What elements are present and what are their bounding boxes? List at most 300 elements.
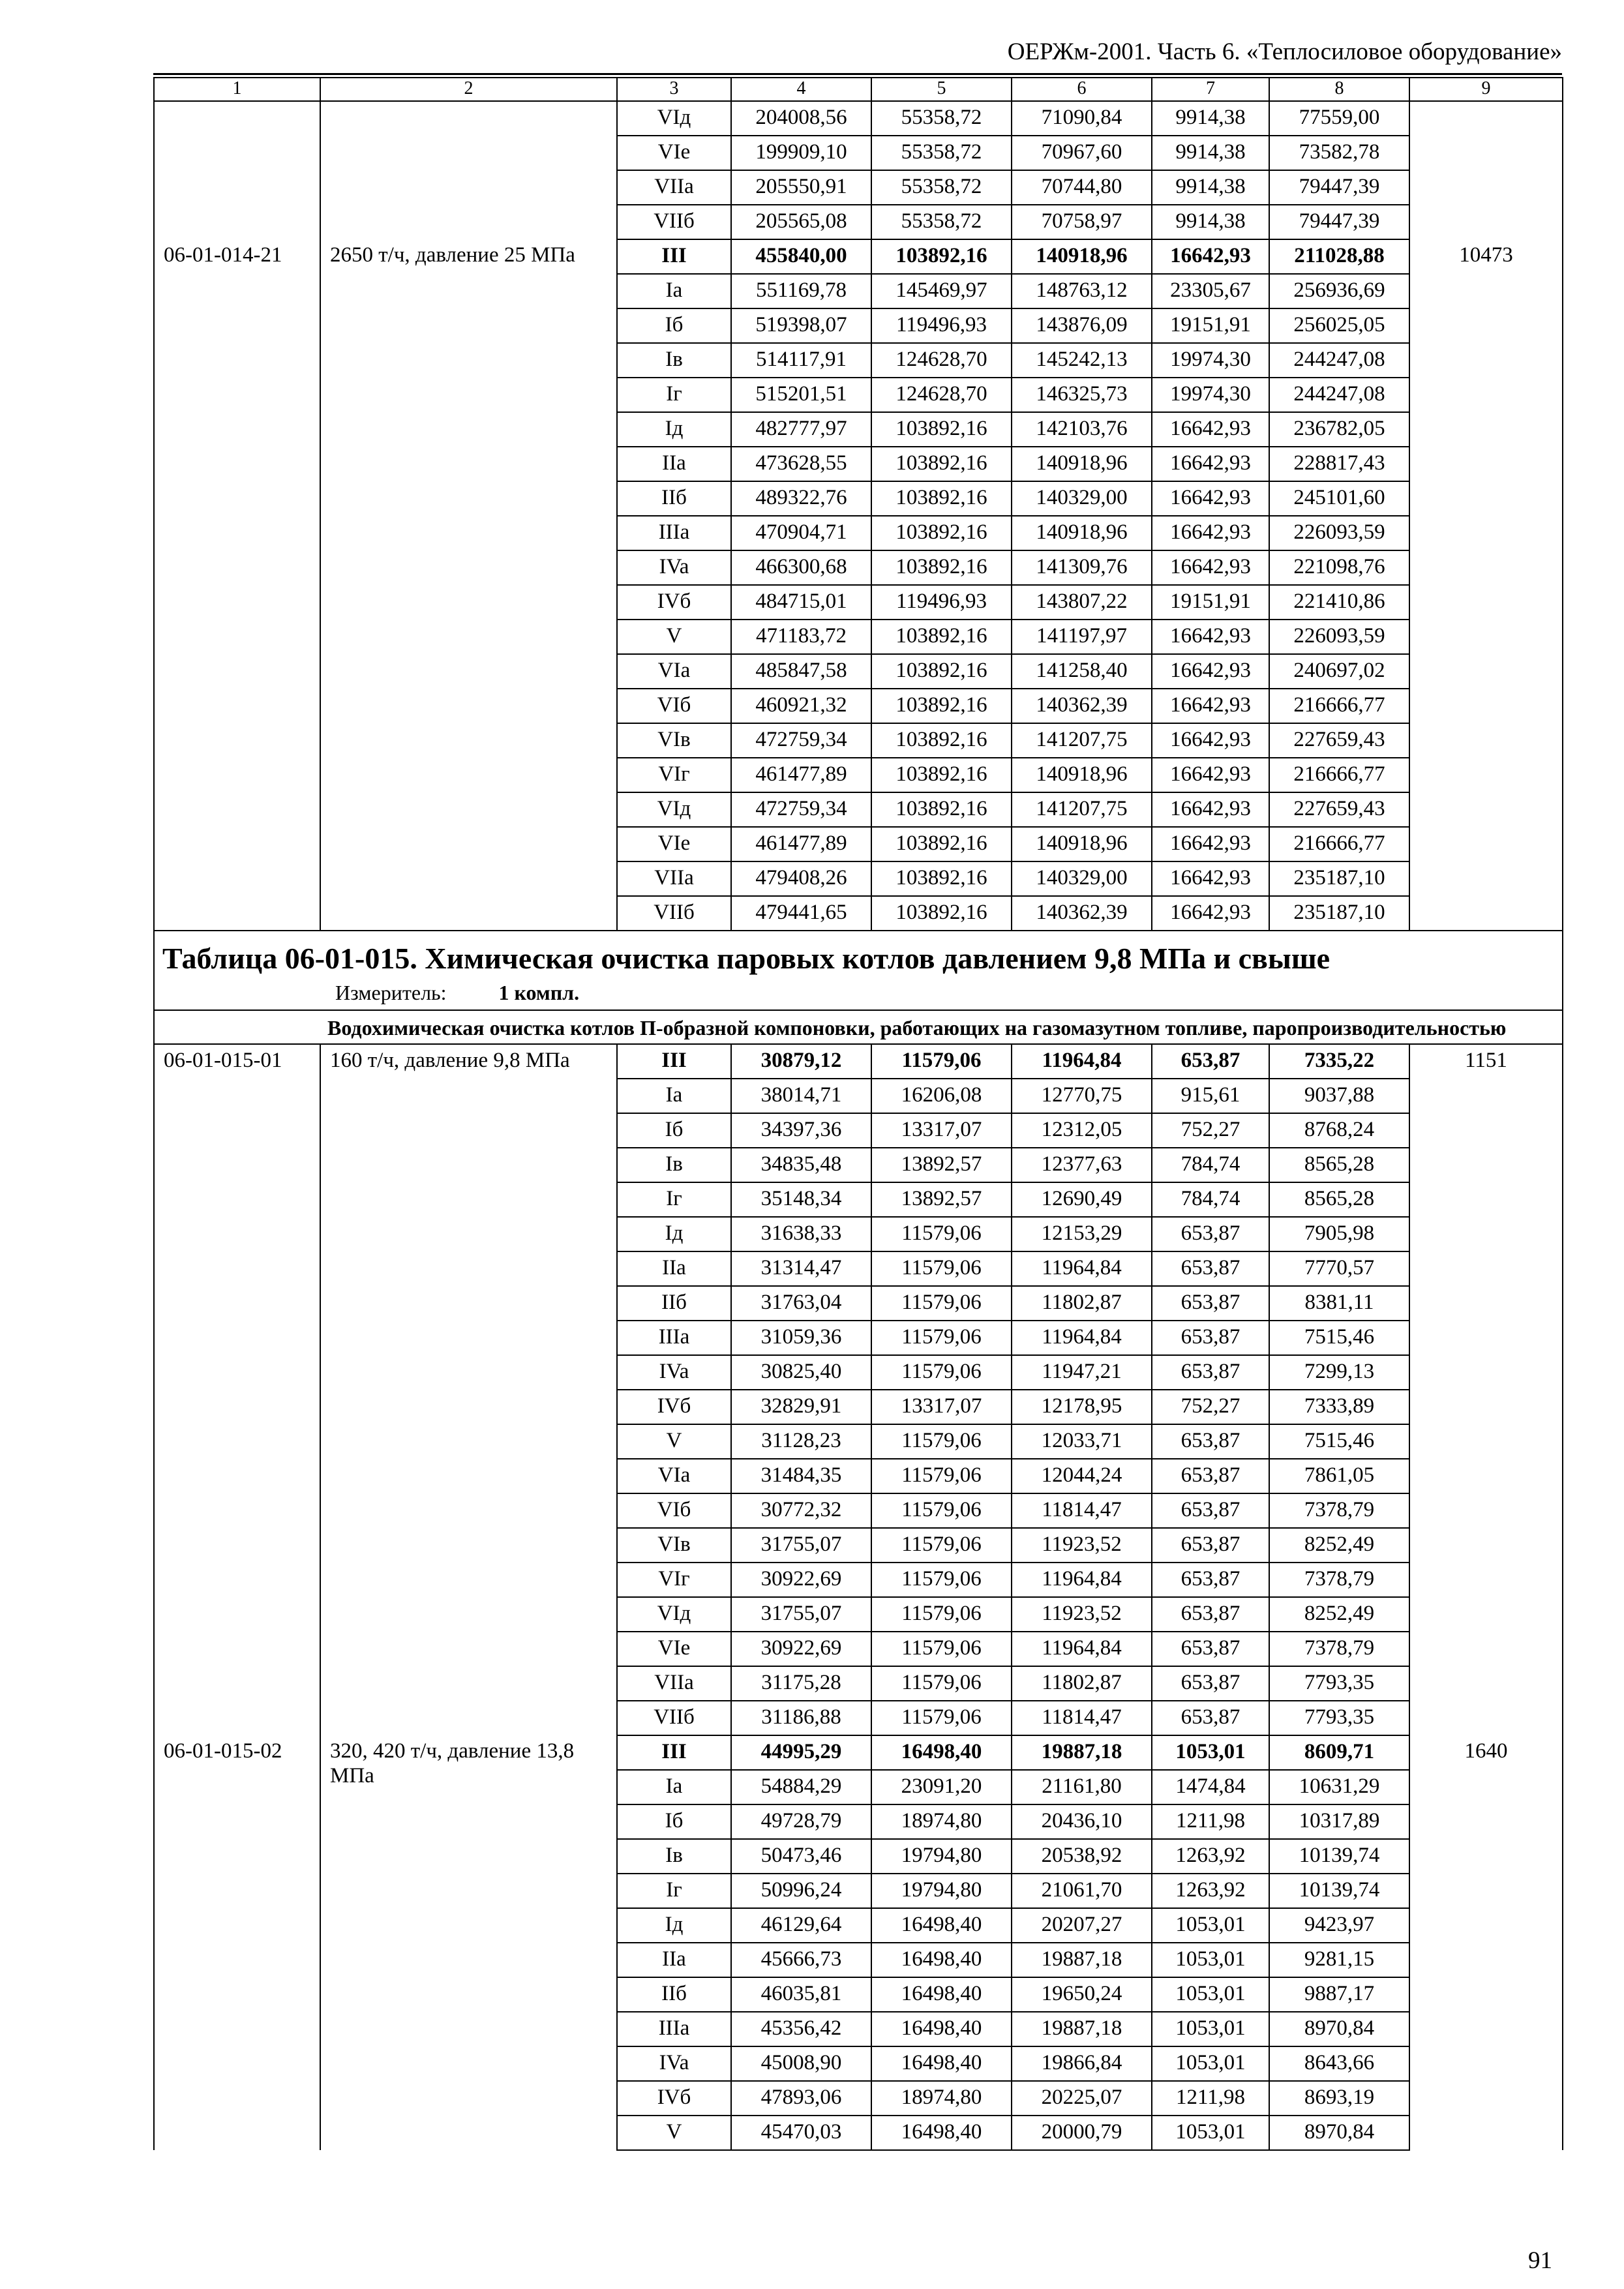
cost-value: 16642,93 (1152, 654, 1269, 689)
zone-code: Ia (617, 1079, 731, 1113)
cost-value: 489322,76 (731, 481, 871, 516)
cost-value: 50996,24 (731, 1874, 871, 1908)
cost-value: 73582,78 (1269, 136, 1409, 170)
cost-value: 479441,65 (731, 896, 871, 931)
cost-value: 11964,84 (1012, 1251, 1152, 1286)
cost-value: 31314,47 (731, 1251, 871, 1286)
cost-value: 1263,92 (1152, 1839, 1269, 1874)
cost-value: 45008,90 (731, 2046, 871, 2081)
cost-value: 653,87 (1152, 1321, 1269, 1355)
cost-value: 31175,28 (731, 1666, 871, 1701)
labor-norm: 1151 (1409, 1044, 1563, 1735)
cost-value: 216666,77 (1269, 827, 1409, 861)
cost-value: 70744,80 (1012, 170, 1152, 205)
table-title-row (154, 931, 1563, 1010)
cost-value: 9914,38 (1152, 136, 1269, 170)
cost-value: 470904,71 (731, 516, 871, 550)
cost-value: 103892,16 (871, 689, 1012, 723)
cost-value: 16642,93 (1152, 896, 1269, 931)
cost-value: 205550,91 (731, 170, 871, 205)
cost-value: 70758,97 (1012, 205, 1152, 239)
cost-value: 119496,93 (871, 585, 1012, 620)
column-number: 9 (1409, 78, 1563, 101)
cost-value: 141309,76 (1012, 550, 1152, 585)
cost-value: 55358,72 (871, 101, 1012, 136)
column-number: 7 (1152, 78, 1269, 101)
cost-value: 485847,58 (731, 654, 871, 689)
cost-value: 7515,46 (1269, 1321, 1409, 1355)
zone-code: III (617, 1735, 731, 1770)
cost-value: 46035,81 (731, 1977, 871, 2012)
zone-code: VIIб (617, 896, 731, 931)
cost-value: 30879,12 (731, 1044, 871, 1079)
cost-value: 31186,88 (731, 1701, 871, 1735)
cost-value: 7905,98 (1269, 1217, 1409, 1251)
cost-value: 140329,00 (1012, 861, 1152, 896)
cost-value: 10139,74 (1269, 1839, 1409, 1874)
cost-value: 140918,96 (1012, 758, 1152, 792)
cost-value: 141207,75 (1012, 723, 1152, 758)
cost-value: 653,87 (1152, 1044, 1269, 1079)
column-number: 5 (871, 78, 1012, 101)
cost-value: 38014,71 (731, 1079, 871, 1113)
resource-code: 06-01-015-02 (154, 1735, 320, 2150)
cost-value: 256025,05 (1269, 308, 1409, 343)
cost-value: 140918,96 (1012, 827, 1152, 861)
cost-value: 31755,07 (731, 1597, 871, 1632)
cost-value: 482777,97 (731, 412, 871, 447)
cost-value: 31755,07 (731, 1528, 871, 1563)
cost-value: 11802,87 (1012, 1666, 1152, 1701)
cost-value: 11579,06 (871, 1459, 1012, 1493)
cost-value: 9914,38 (1152, 101, 1269, 136)
zone-code: IIa (617, 1251, 731, 1286)
cost-value: 11947,21 (1012, 1355, 1152, 1390)
cost-value: 16498,40 (871, 1908, 1012, 1943)
zone-code: IIa (617, 447, 731, 481)
empty-code-cell (154, 101, 320, 239)
zone-code: Iв (617, 1148, 731, 1182)
cost-value: 256936,69 (1269, 274, 1409, 308)
cost-value: 8970,84 (1269, 2012, 1409, 2046)
cost-value: 472759,34 (731, 723, 871, 758)
cost-value: 515201,51 (731, 378, 871, 412)
cost-value: 19151,91 (1152, 308, 1269, 343)
zone-code: VIIa (617, 1666, 731, 1701)
resource-code: 06-01-015-01 (154, 1044, 320, 1735)
cost-value: 1053,01 (1152, 2046, 1269, 2081)
cost-value: 227659,43 (1269, 792, 1409, 827)
cost-value: 7378,79 (1269, 1632, 1409, 1666)
cost-value: 11579,06 (871, 1321, 1012, 1355)
cost-value: 35148,34 (731, 1182, 871, 1217)
cost-value: 653,87 (1152, 1701, 1269, 1735)
cost-value: 70967,60 (1012, 136, 1152, 170)
cost-value: 32829,91 (731, 1390, 871, 1424)
zone-code: Iв (617, 1839, 731, 1874)
cost-value: 10631,29 (1269, 1770, 1409, 1804)
cost-value: 77559,00 (1269, 101, 1409, 136)
zone-code: V (617, 1424, 731, 1459)
cost-value: 140918,96 (1012, 447, 1152, 481)
cost-value: 143807,22 (1012, 585, 1152, 620)
cost-value: 11579,06 (871, 1632, 1012, 1666)
zone-code: IIб (617, 1977, 731, 2012)
cost-value: 1263,92 (1152, 1874, 1269, 1908)
zone-code: III (617, 1044, 731, 1079)
cost-value: 199909,10 (731, 136, 871, 170)
cost-value: 915,61 (1152, 1079, 1269, 1113)
cost-value: 226093,59 (1269, 620, 1409, 654)
cost-value: 140362,39 (1012, 896, 1152, 931)
zone-code: V (617, 620, 731, 654)
cost-value: 103892,16 (871, 792, 1012, 827)
cost-value: 19650,24 (1012, 1977, 1152, 2012)
cost-value: 16642,93 (1152, 792, 1269, 827)
cost-value: 16642,93 (1152, 689, 1269, 723)
cost-value: 460921,32 (731, 689, 871, 723)
zone-code: Iв (617, 343, 731, 378)
cost-value: 221098,76 (1269, 550, 1409, 585)
cost-value: 1053,01 (1152, 1977, 1269, 2012)
section-heading: Водохимическая очистка котлов П-образной компоновки, работающих на газомазутном топливе, паропроизводительностью (154, 1010, 1563, 1044)
cost-value: 11579,06 (871, 1493, 1012, 1528)
cost-value: 13892,57 (871, 1182, 1012, 1217)
cost-value: 653,87 (1152, 1666, 1269, 1701)
cost-value: 519398,07 (731, 308, 871, 343)
cost-value: 11814,47 (1012, 1493, 1152, 1528)
cost-value: 55358,72 (871, 136, 1012, 170)
cost-value: 30772,32 (731, 1493, 871, 1528)
cost-value: 140362,39 (1012, 689, 1152, 723)
cost-value: 31638,33 (731, 1217, 871, 1251)
cost-value: 19794,80 (871, 1874, 1012, 1908)
cost-value: 55358,72 (871, 170, 1012, 205)
zone-code: VIe (617, 1632, 731, 1666)
cost-value: 11964,84 (1012, 1563, 1152, 1597)
cost-value: 11579,06 (871, 1355, 1012, 1390)
cost-value: 16498,40 (871, 2046, 1012, 2081)
zone-code: IIIa (617, 516, 731, 550)
cost-value: 19794,80 (871, 1839, 1012, 1874)
cost-value: 19887,18 (1012, 1735, 1152, 1770)
cost-value: 12178,95 (1012, 1390, 1152, 1424)
cost-value: 784,74 (1152, 1182, 1269, 1217)
cost-value: 221410,86 (1269, 585, 1409, 620)
cost-value: 9887,17 (1269, 1977, 1409, 2012)
cost-value: 46129,64 (731, 1908, 871, 1943)
cost-value: 49728,79 (731, 1804, 871, 1839)
cost-value: 34397,36 (731, 1113, 871, 1148)
column-number: 3 (617, 78, 731, 101)
cost-value: 1053,01 (1152, 2116, 1269, 2150)
cost-value: 9423,97 (1269, 1908, 1409, 1943)
cost-value: 16642,93 (1152, 620, 1269, 654)
zone-code: IIIa (617, 2012, 731, 2046)
header-rule (153, 73, 1562, 75)
cost-value: 245101,60 (1269, 481, 1409, 516)
cost-value: 1053,01 (1152, 1735, 1269, 1770)
cost-value: 8643,66 (1269, 2046, 1409, 2081)
cost-value: 103892,16 (871, 861, 1012, 896)
section-heading-row (154, 1010, 1563, 1044)
cost-value: 1211,98 (1152, 1804, 1269, 1839)
cost-value: 18974,80 (871, 2081, 1012, 2116)
cost-value: 44995,29 (731, 1735, 871, 1770)
running-header: ОЕРЖм-2001. Часть 6. «Теплосиловое оборудование» (1007, 38, 1562, 65)
cost-value: 653,87 (1152, 1632, 1269, 1666)
cost-value: 12377,63 (1012, 1148, 1152, 1182)
cost-value: 9037,88 (1269, 1079, 1409, 1113)
cost-value: 752,27 (1152, 1113, 1269, 1148)
cost-value: 141207,75 (1012, 792, 1152, 827)
cost-value: 124628,70 (871, 378, 1012, 412)
zone-code: IVб (617, 1390, 731, 1424)
cost-value: 8252,49 (1269, 1597, 1409, 1632)
cost-value: 30825,40 (731, 1355, 871, 1390)
zone-code: Iг (617, 378, 731, 412)
cost-value: 19887,18 (1012, 1943, 1152, 1977)
cost-value: 11579,06 (871, 1044, 1012, 1079)
cost-value: 7770,57 (1269, 1251, 1409, 1286)
cost-value: 103892,16 (871, 827, 1012, 861)
measure-line (162, 978, 1554, 1010)
cost-value: 16498,40 (871, 1977, 1012, 2012)
labor-norm: 10473 (1409, 239, 1563, 931)
cost-value: 8768,24 (1269, 1113, 1409, 1148)
cost-value: 205565,08 (731, 205, 871, 239)
zone-code: IVб (617, 2081, 731, 2116)
cost-value: 30922,69 (731, 1563, 871, 1597)
cost-value: 7861,05 (1269, 1459, 1409, 1493)
cost-value: 11923,52 (1012, 1597, 1152, 1632)
cost-value: 473628,55 (731, 447, 871, 481)
column-number-row (154, 78, 1563, 101)
cost-value: 13317,07 (871, 1113, 1012, 1148)
zone-code: VIIб (617, 205, 731, 239)
cost-value: 8693,19 (1269, 2081, 1409, 2116)
cost-value: 79447,39 (1269, 170, 1409, 205)
zone-code: IIa (617, 1943, 731, 1977)
cost-value: 784,74 (1152, 1148, 1269, 1182)
cost-value: 145242,13 (1012, 343, 1152, 378)
zone-code: III (617, 239, 731, 274)
cost-value: 11964,84 (1012, 1044, 1152, 1079)
cost-value: 216666,77 (1269, 689, 1409, 723)
cost-value: 244247,08 (1269, 343, 1409, 378)
cost-value: 653,87 (1152, 1424, 1269, 1459)
cost-value: 79447,39 (1269, 205, 1409, 239)
cost-value: 226093,59 (1269, 516, 1409, 550)
cost-value: 479408,26 (731, 861, 871, 896)
measure-label: Измеритель: (335, 981, 447, 1004)
zone-code: IIIa (617, 1321, 731, 1355)
cost-value: 7333,89 (1269, 1390, 1409, 1424)
cost-value: 31059,36 (731, 1321, 871, 1355)
cost-value: 141258,40 (1012, 654, 1152, 689)
zone-code: VIд (617, 792, 731, 827)
cost-value: 140918,96 (1012, 516, 1152, 550)
cost-value: 103892,16 (871, 412, 1012, 447)
table-title-cell (154, 931, 1563, 1010)
cost-value: 31484,35 (731, 1459, 871, 1493)
page-number: 91 (1528, 2247, 1552, 2274)
cost-value: 34835,48 (731, 1148, 871, 1182)
zone-code: IVб (617, 585, 731, 620)
cost-value: 20000,79 (1012, 2116, 1152, 2150)
table-row (154, 1044, 1563, 1079)
cost-value: 19974,30 (1152, 378, 1269, 412)
cost-value: 54884,29 (731, 1770, 871, 1804)
cost-value: 1211,98 (1152, 2081, 1269, 2116)
cost-value: 8565,28 (1269, 1148, 1409, 1182)
zone-code: IVa (617, 1355, 731, 1390)
cost-value: 1474,84 (1152, 1770, 1269, 1804)
cost-value: 11579,06 (871, 1286, 1012, 1321)
cost-value: 119496,93 (871, 308, 1012, 343)
column-number: 4 (731, 78, 871, 101)
zone-code: VIв (617, 723, 731, 758)
cost-value: 653,87 (1152, 1563, 1269, 1597)
cost-value: 20538,92 (1012, 1839, 1152, 1874)
zone-code: Ia (617, 1770, 731, 1804)
cost-value: 19974,30 (1152, 343, 1269, 378)
cost-value: 211028,88 (1269, 239, 1409, 274)
cost-value: 7793,35 (1269, 1701, 1409, 1735)
cost-value: 16498,40 (871, 2012, 1012, 2046)
cost-value: 16642,93 (1152, 827, 1269, 861)
zone-code: VIд (617, 101, 731, 136)
cost-value: 19151,91 (1152, 585, 1269, 620)
cost-value: 653,87 (1152, 1217, 1269, 1251)
zone-code: Iд (617, 1217, 731, 1251)
table-row (154, 239, 1563, 274)
column-number: 8 (1269, 78, 1409, 101)
cost-value: 141197,97 (1012, 620, 1152, 654)
resource-description: 2650 т/ч, давление 25 МПа (320, 239, 617, 931)
cost-value: 16642,93 (1152, 516, 1269, 550)
cost-value: 103892,16 (871, 447, 1012, 481)
column-number: 1 (154, 78, 320, 101)
cost-value: 11579,06 (871, 1251, 1012, 1286)
cost-value: 11923,52 (1012, 1528, 1152, 1563)
cost-value: 13892,57 (871, 1148, 1012, 1182)
zone-code: Iг (617, 1182, 731, 1217)
cost-value: 21161,80 (1012, 1770, 1152, 1804)
cost-value: 8970,84 (1269, 2116, 1409, 2150)
cost-value: 9914,38 (1152, 205, 1269, 239)
cost-value: 471183,72 (731, 620, 871, 654)
cost-value: 16642,93 (1152, 447, 1269, 481)
cost-value: 142103,76 (1012, 412, 1152, 447)
cost-value: 30922,69 (731, 1632, 871, 1666)
cost-value: 103892,16 (871, 550, 1012, 585)
cost-value: 103892,16 (871, 723, 1012, 758)
cost-value: 148763,12 (1012, 274, 1152, 308)
cost-value: 16642,93 (1152, 550, 1269, 585)
cost-value: 103892,16 (871, 516, 1012, 550)
cost-value: 653,87 (1152, 1493, 1269, 1528)
cost-value: 11579,06 (871, 1666, 1012, 1701)
cost-value: 8565,28 (1269, 1182, 1409, 1217)
cost-value: 19887,18 (1012, 2012, 1152, 2046)
cost-value: 11579,06 (871, 1528, 1012, 1563)
cost-value: 7515,46 (1269, 1424, 1409, 1459)
cost-value: 145469,97 (871, 274, 1012, 308)
cost-value: 11579,06 (871, 1217, 1012, 1251)
cost-value: 1053,01 (1152, 1908, 1269, 1943)
labor-norm: 1640 (1409, 1735, 1563, 2150)
resource-description: 320, 420 т/ч, давление 13,8 МПа (320, 1735, 617, 2150)
cost-value: 47893,06 (731, 2081, 871, 2116)
zone-code: VIa (617, 1459, 731, 1493)
cost-value: 103892,16 (871, 654, 1012, 689)
cost-value: 11579,06 (871, 1424, 1012, 1459)
cost-value: 12044,24 (1012, 1459, 1152, 1493)
cost-value: 472759,34 (731, 792, 871, 827)
cost-value: 244247,08 (1269, 378, 1409, 412)
cost-value: 16642,93 (1152, 723, 1269, 758)
cost-value: 7378,79 (1269, 1493, 1409, 1528)
cost-value: 11814,47 (1012, 1701, 1152, 1735)
cost-value: 10139,74 (1269, 1874, 1409, 1908)
cost-value: 71090,84 (1012, 101, 1152, 136)
cost-value: 752,27 (1152, 1390, 1269, 1424)
cost-value: 16642,93 (1152, 481, 1269, 516)
cost-value: 8381,11 (1269, 1286, 1409, 1321)
cost-value: 103892,16 (871, 239, 1012, 274)
cost-value: 653,87 (1152, 1528, 1269, 1563)
zone-code: VIIa (617, 170, 731, 205)
price-table (153, 77, 1563, 2151)
cost-value: 551169,78 (731, 274, 871, 308)
cost-value: 7793,35 (1269, 1666, 1409, 1701)
cost-value: 12312,05 (1012, 1113, 1152, 1148)
zone-code: Iд (617, 412, 731, 447)
cost-value: 146325,73 (1012, 378, 1152, 412)
zone-code: Ia (617, 274, 731, 308)
cost-value: 235187,10 (1269, 896, 1409, 931)
cost-value: 50473,46 (731, 1839, 871, 1874)
table-title: Таблица 06-01-015. Химическая очистка паровых котлов давлением 9,8 МПа и свыше (162, 942, 1331, 975)
cost-value: 20225,07 (1012, 2081, 1152, 2116)
cost-value: 12153,29 (1012, 1217, 1152, 1251)
cost-value: 16206,08 (871, 1079, 1012, 1113)
zone-code: VIIa (617, 861, 731, 896)
cost-value: 140918,96 (1012, 239, 1152, 274)
cost-value: 9281,15 (1269, 1943, 1409, 1977)
cost-value: 16642,93 (1152, 758, 1269, 792)
zone-code: Iд (617, 1908, 731, 1943)
cost-value: 16642,93 (1152, 861, 1269, 896)
cost-value: 13317,07 (871, 1390, 1012, 1424)
cost-value: 10317,89 (1269, 1804, 1409, 1839)
cost-value: 45666,73 (731, 1943, 871, 1977)
cost-value: 8609,71 (1269, 1735, 1409, 1770)
cost-value: 7378,79 (1269, 1563, 1409, 1597)
column-number: 2 (320, 78, 617, 101)
empty-norm-cell (1409, 101, 1563, 239)
zone-code: VIг (617, 1563, 731, 1597)
cost-value: 20436,10 (1012, 1804, 1152, 1839)
cost-value: 16498,40 (871, 2116, 1012, 2150)
cost-value: 484715,01 (731, 585, 871, 620)
zone-code: VIe (617, 136, 731, 170)
cost-value: 103892,16 (871, 620, 1012, 654)
resource-code: 06-01-014-21 (154, 239, 320, 931)
cost-value: 216666,77 (1269, 758, 1409, 792)
cost-value: 11579,06 (871, 1563, 1012, 1597)
